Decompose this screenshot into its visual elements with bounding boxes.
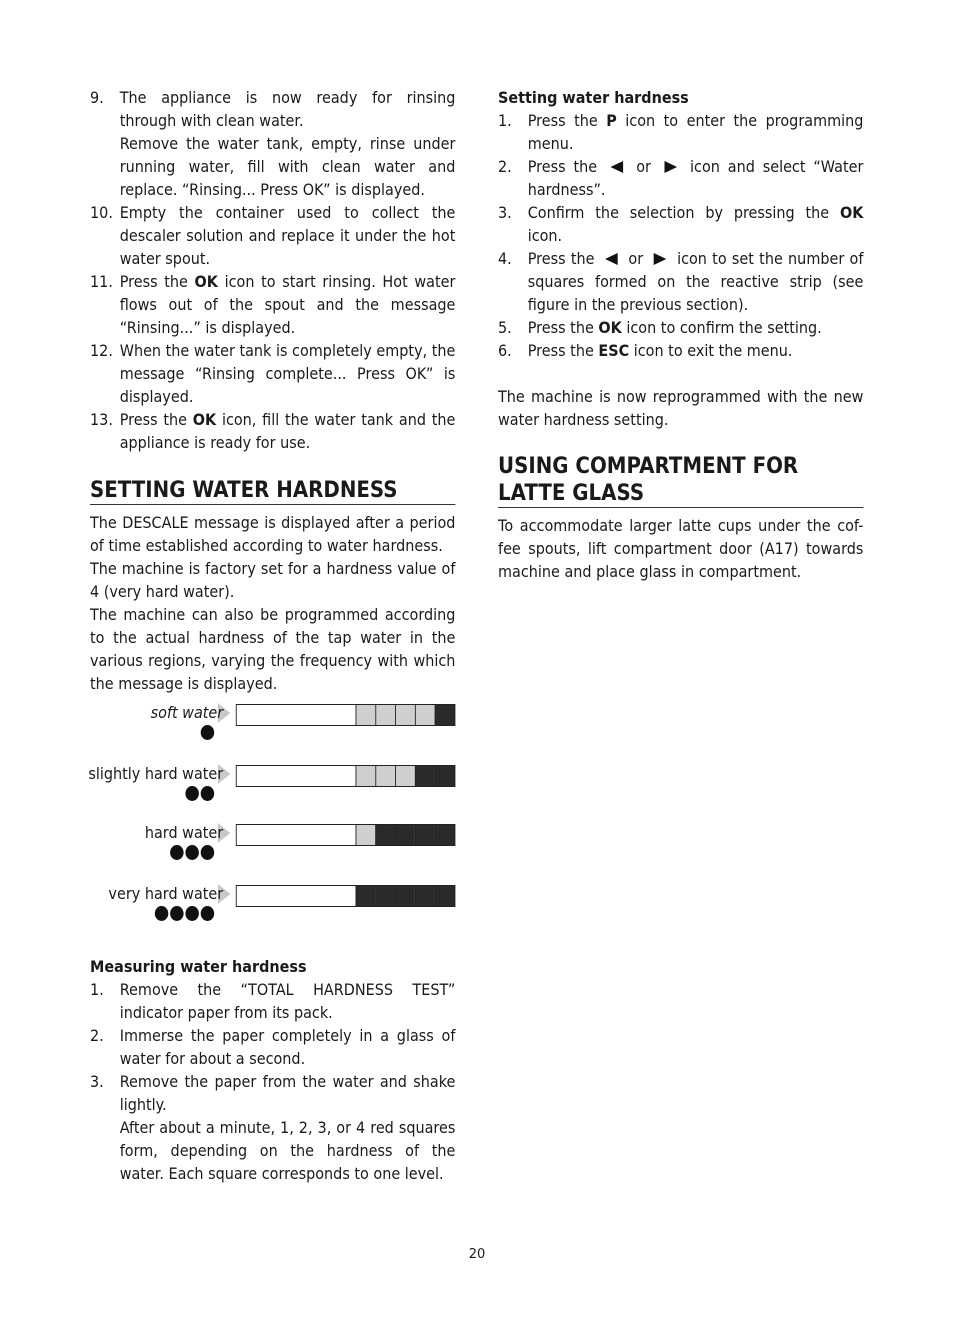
strip-square — [375, 886, 395, 906]
list-item — [90, 1024, 455, 1070]
list-item — [498, 339, 863, 362]
step-number: 3. — [498, 203, 512, 222]
hardness-dots — [185, 786, 214, 801]
reactive-strip — [236, 824, 456, 846]
paragraph: The DESCALE message is displayed after a period of time established according to water hardness. — [90, 513, 456, 555]
strip-blank-area — [237, 886, 356, 906]
key-label: ESC — [598, 341, 630, 360]
step-line: Press the or icon to set the number of squares formed on the reactive strip (see figure in the previous section). — [527, 249, 864, 314]
heading-setting-water-hardness: SETTING WATER HARDNESS — [90, 477, 455, 505]
key-label: OK — [840, 203, 864, 222]
strip-square — [356, 766, 376, 786]
step-line: Press the P icon to enter the programming menu. — [527, 111, 864, 153]
list-item — [90, 339, 455, 408]
dot-icon — [155, 906, 169, 921]
arrow-right-icon — [664, 161, 677, 173]
reprogrammed-text: The machine is now reprogrammed with the new water hardness setting. — [498, 387, 864, 429]
step-number: 1. — [498, 111, 512, 130]
dot-icon — [185, 906, 199, 921]
heading-latte-glass: USING COMPARTMENT FOR LATTE GLASS — [498, 453, 863, 508]
strip-square — [356, 825, 376, 845]
step-extra: Remove the water tank, empty, rinse under running water, fill with clean water and replace. “Rinsing... Press OK” is displayed. — [119, 134, 456, 199]
step-line: Press the or icon and select “Water hardness”. — [527, 157, 864, 199]
step-text — [120, 978, 456, 1024]
strip-square — [415, 825, 435, 845]
step-text — [120, 1024, 456, 1070]
strip-square — [435, 766, 455, 786]
dot-icon — [201, 845, 215, 860]
step-number: 1. — [90, 980, 104, 999]
list-item — [498, 109, 863, 155]
step-line: Remove the “TOTAL HARDNESS TEST” indicator paper from its pack. — [119, 980, 456, 1022]
step-line: Press the OK icon to start rinsing. Hot water flows out of the spout and the message “Rinsing...” is displayed. — [119, 272, 456, 337]
hardness-intro — [90, 511, 455, 695]
list-item — [90, 978, 455, 1024]
step-number: 13. — [90, 410, 113, 429]
step-text — [120, 86, 456, 201]
strip-square — [395, 886, 415, 906]
hardness-dots — [170, 845, 214, 860]
step-number: 4. — [498, 249, 512, 268]
dot-icon — [201, 906, 215, 921]
step-number: 12. — [90, 341, 113, 360]
strip-square — [395, 766, 415, 786]
hardness-row — [90, 882, 455, 942]
step-line: Press the OK icon, fill the water tank and the appliance is ready for use. — [119, 410, 456, 452]
reactive-strip — [236, 765, 456, 787]
step-line: Confirm the selection by pressing the OK icon. — [527, 203, 864, 245]
strip-square — [375, 825, 395, 845]
dot-icon — [201, 725, 215, 740]
step-text — [120, 201, 456, 270]
hardness-row — [90, 762, 455, 822]
step-text — [528, 109, 864, 155]
strip-blank-area — [237, 705, 356, 725]
step-number: 11. — [90, 272, 113, 291]
step-number: 5. — [498, 318, 512, 337]
step-line: Press the OK icon to confirm the setting. — [527, 318, 822, 337]
list-item — [498, 201, 863, 247]
list-item — [90, 86, 455, 201]
step-text — [528, 201, 864, 247]
list-item — [90, 201, 455, 270]
strip-blank-area — [237, 766, 356, 786]
strip-square — [356, 886, 376, 906]
strip-square — [415, 766, 435, 786]
list-item — [90, 408, 455, 454]
step-number: 10. — [90, 203, 113, 222]
step-text — [120, 408, 456, 454]
latte-text: To accommodate larger latte cups under the cof-fee spouts, lift compartment door (A17) towards machine and place glass in compartment. — [498, 516, 864, 581]
hardness-row — [90, 821, 455, 881]
hardness-diagram — [90, 701, 455, 941]
strip-square — [435, 886, 455, 906]
list-item — [90, 270, 455, 339]
strip-square — [415, 705, 435, 725]
step-number: 9. — [90, 88, 104, 107]
right-column — [498, 86, 863, 583]
step-line: Empty the container used to collect the descaler solution and replace it under the hot water spout. — [119, 203, 456, 268]
key-label: OK — [194, 272, 218, 291]
hardness-label: soft water — [150, 703, 224, 722]
hardness-label: very hard water — [108, 884, 224, 903]
step-number: 3. — [90, 1072, 104, 1091]
step-text — [120, 339, 456, 408]
setting-title: Setting water hardness — [498, 88, 689, 107]
key-label: P — [606, 111, 617, 130]
step-number: 6. — [498, 341, 512, 360]
strip-blank-area — [237, 825, 356, 845]
step-line: Press the ESC icon to exit the menu. — [527, 341, 793, 360]
strip-square — [415, 886, 435, 906]
key-label: OK — [192, 410, 217, 429]
step-text — [528, 316, 864, 339]
dot-icon — [185, 786, 199, 801]
strip-square — [395, 705, 415, 725]
arrow-left-icon — [605, 253, 618, 265]
measuring-steps-list — [90, 978, 455, 1185]
dot-icon — [201, 786, 215, 801]
page-number: 20 — [468, 1247, 486, 1262]
step-extra: After about a minute, 1, 2, 3, or 4 red squares form, depending on the hardness of the water. Each square corresponds to one level. — [119, 1118, 456, 1183]
step-text — [528, 339, 864, 362]
strip-square — [375, 766, 395, 786]
list-item — [498, 247, 863, 316]
list-item — [498, 316, 863, 339]
hardness-dots — [201, 725, 215, 740]
step-line: The appliance is now ready for rinsing through with clean water. — [119, 88, 456, 130]
paragraph: The machine can also be programmed according to the actual hardness of the tap water in the various regions, varying the frequency with which the message is displayed. — [90, 605, 456, 693]
step-text — [528, 155, 864, 201]
left-column — [90, 86, 455, 1185]
strip-square — [435, 825, 455, 845]
setting-steps-list — [498, 109, 863, 362]
step-number: 2. — [498, 157, 512, 176]
step-line: Immerse the paper completely in a glass of water for about a second. — [119, 1026, 456, 1068]
key-label: OK — [598, 318, 622, 337]
hardness-label: hard water — [144, 823, 224, 842]
arrow-left-icon — [610, 161, 623, 173]
arrow-right-icon — [654, 253, 667, 265]
step-number: 2. — [90, 1026, 104, 1045]
measuring-title: Measuring water hardness — [90, 957, 307, 976]
reactive-strip — [236, 704, 456, 726]
step-text — [528, 247, 864, 316]
strip-square — [435, 705, 455, 725]
hardness-row — [90, 701, 455, 761]
list-item — [90, 1070, 455, 1185]
paragraph: The machine is factory set for a hardness value of 4 (very hard water). — [90, 559, 456, 601]
strip-square — [356, 705, 376, 725]
strip-square — [375, 705, 395, 725]
strip-square — [395, 825, 415, 845]
dot-icon — [185, 845, 199, 860]
descaling-steps-list — [90, 86, 455, 454]
reactive-strip — [236, 885, 456, 907]
step-line: Remove the paper from the water and shake lightly. — [119, 1072, 456, 1114]
dot-icon — [170, 906, 184, 921]
dot-icon — [170, 845, 184, 860]
hardness-dots — [155, 906, 214, 921]
step-text — [120, 270, 456, 339]
list-item — [498, 155, 863, 201]
hardness-label: slightly hard water — [88, 764, 224, 783]
step-text — [120, 1070, 456, 1185]
step-line: When the water tank is completely empty, the message “Rinsing complete... Press OK” is displayed. — [119, 341, 456, 406]
